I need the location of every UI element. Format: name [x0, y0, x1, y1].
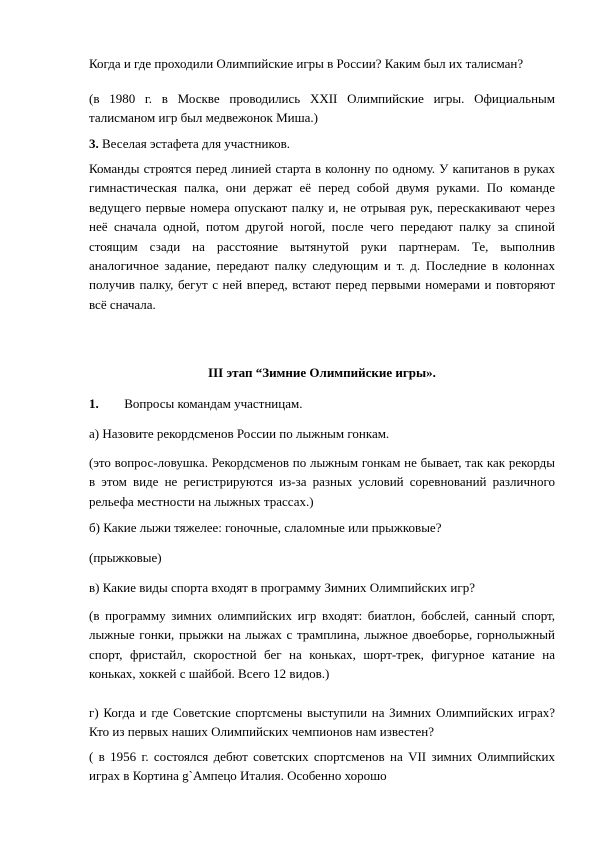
section-relay-heading [89, 134, 555, 153]
relay-description: Команды строятся перед линией старта в колонну по одному. У капитанов в руках гимнастическая палка, они держат её перед собой двумя руками. По команде ведущего первые номера опускают палку и, не отрывая рук, перескакивают через неё сначала одной, потом другой ногой, после чего передают палку за спиной стоящим сзади на расстояние вытянутой руки партнерам. Те, выполнив аналогичное задание, передают палку следующим и т. д. Последние в колоннах получив палку, бегут с ней вперед, встают перед первыми номерами и повторяют всё сначала. [89, 161, 555, 312]
answer-b: (прыжковые) [89, 550, 162, 565]
question-olympics-russia: Когда и где проходили Олимпийские игры в России? Каким был их талисман? [89, 56, 524, 71]
section-title: Веселая эстафета для участников. [102, 136, 291, 151]
question-b: б) Какие лыжи тяжелее: гоночные, слаломные или прыжковые? [89, 520, 442, 535]
section-number: 3. [89, 136, 99, 151]
questions-title: Вопросы командам участницам. [124, 396, 303, 411]
answer-d: ( в 1956 г. состоялся дебют советских спортсменов на VII зимних Олимпийских играх в Кортина g`Ампецо Италия. Особенно хорошо [89, 749, 555, 784]
answer-c: (в программу зимних олимпийских игр входят: биатлон, бобслей, санный спорт, лыжные гонки, прыжки на лыжах с трамплина, лыжное двоеборье, горнолыжный спорт, фристайл, скоростной бег на коньках, шорт-трек, фигурное катание на коньках, хоккей с шайбой. Всего 12 видов.) [89, 608, 555, 682]
question-d: г) Когда и где Советские спортсмены выступили на Зимних Олимпийских играх? Кто из первых наших Олимпийских чемпионов нам известен? [89, 705, 555, 740]
stage-heading: III этап “Зимние Олимпийские игры». [208, 365, 436, 380]
questions-heading [89, 394, 555, 413]
answer-olympics-russia: (в 1980 г. в Москве проводились XXII Олимпийские игры. Официальным талисманом игр был медвежонок Миша.) [89, 91, 555, 126]
list-number: 1. [89, 396, 99, 411]
answer-a: (это вопрос-ловушка. Рекордсменов по лыжным гонкам не бывает, так как рекорды в этом виде не регистрируются из-за разных условий соревнований различного рельефа местности на лыжных трассах.) [89, 455, 555, 509]
question-c: в) Какие виды спорта входят в программу Зимних Олимпийских игр? [89, 580, 475, 595]
question-a: а) Назовите рекордсменов России по лыжным гонкам. [89, 426, 390, 441]
